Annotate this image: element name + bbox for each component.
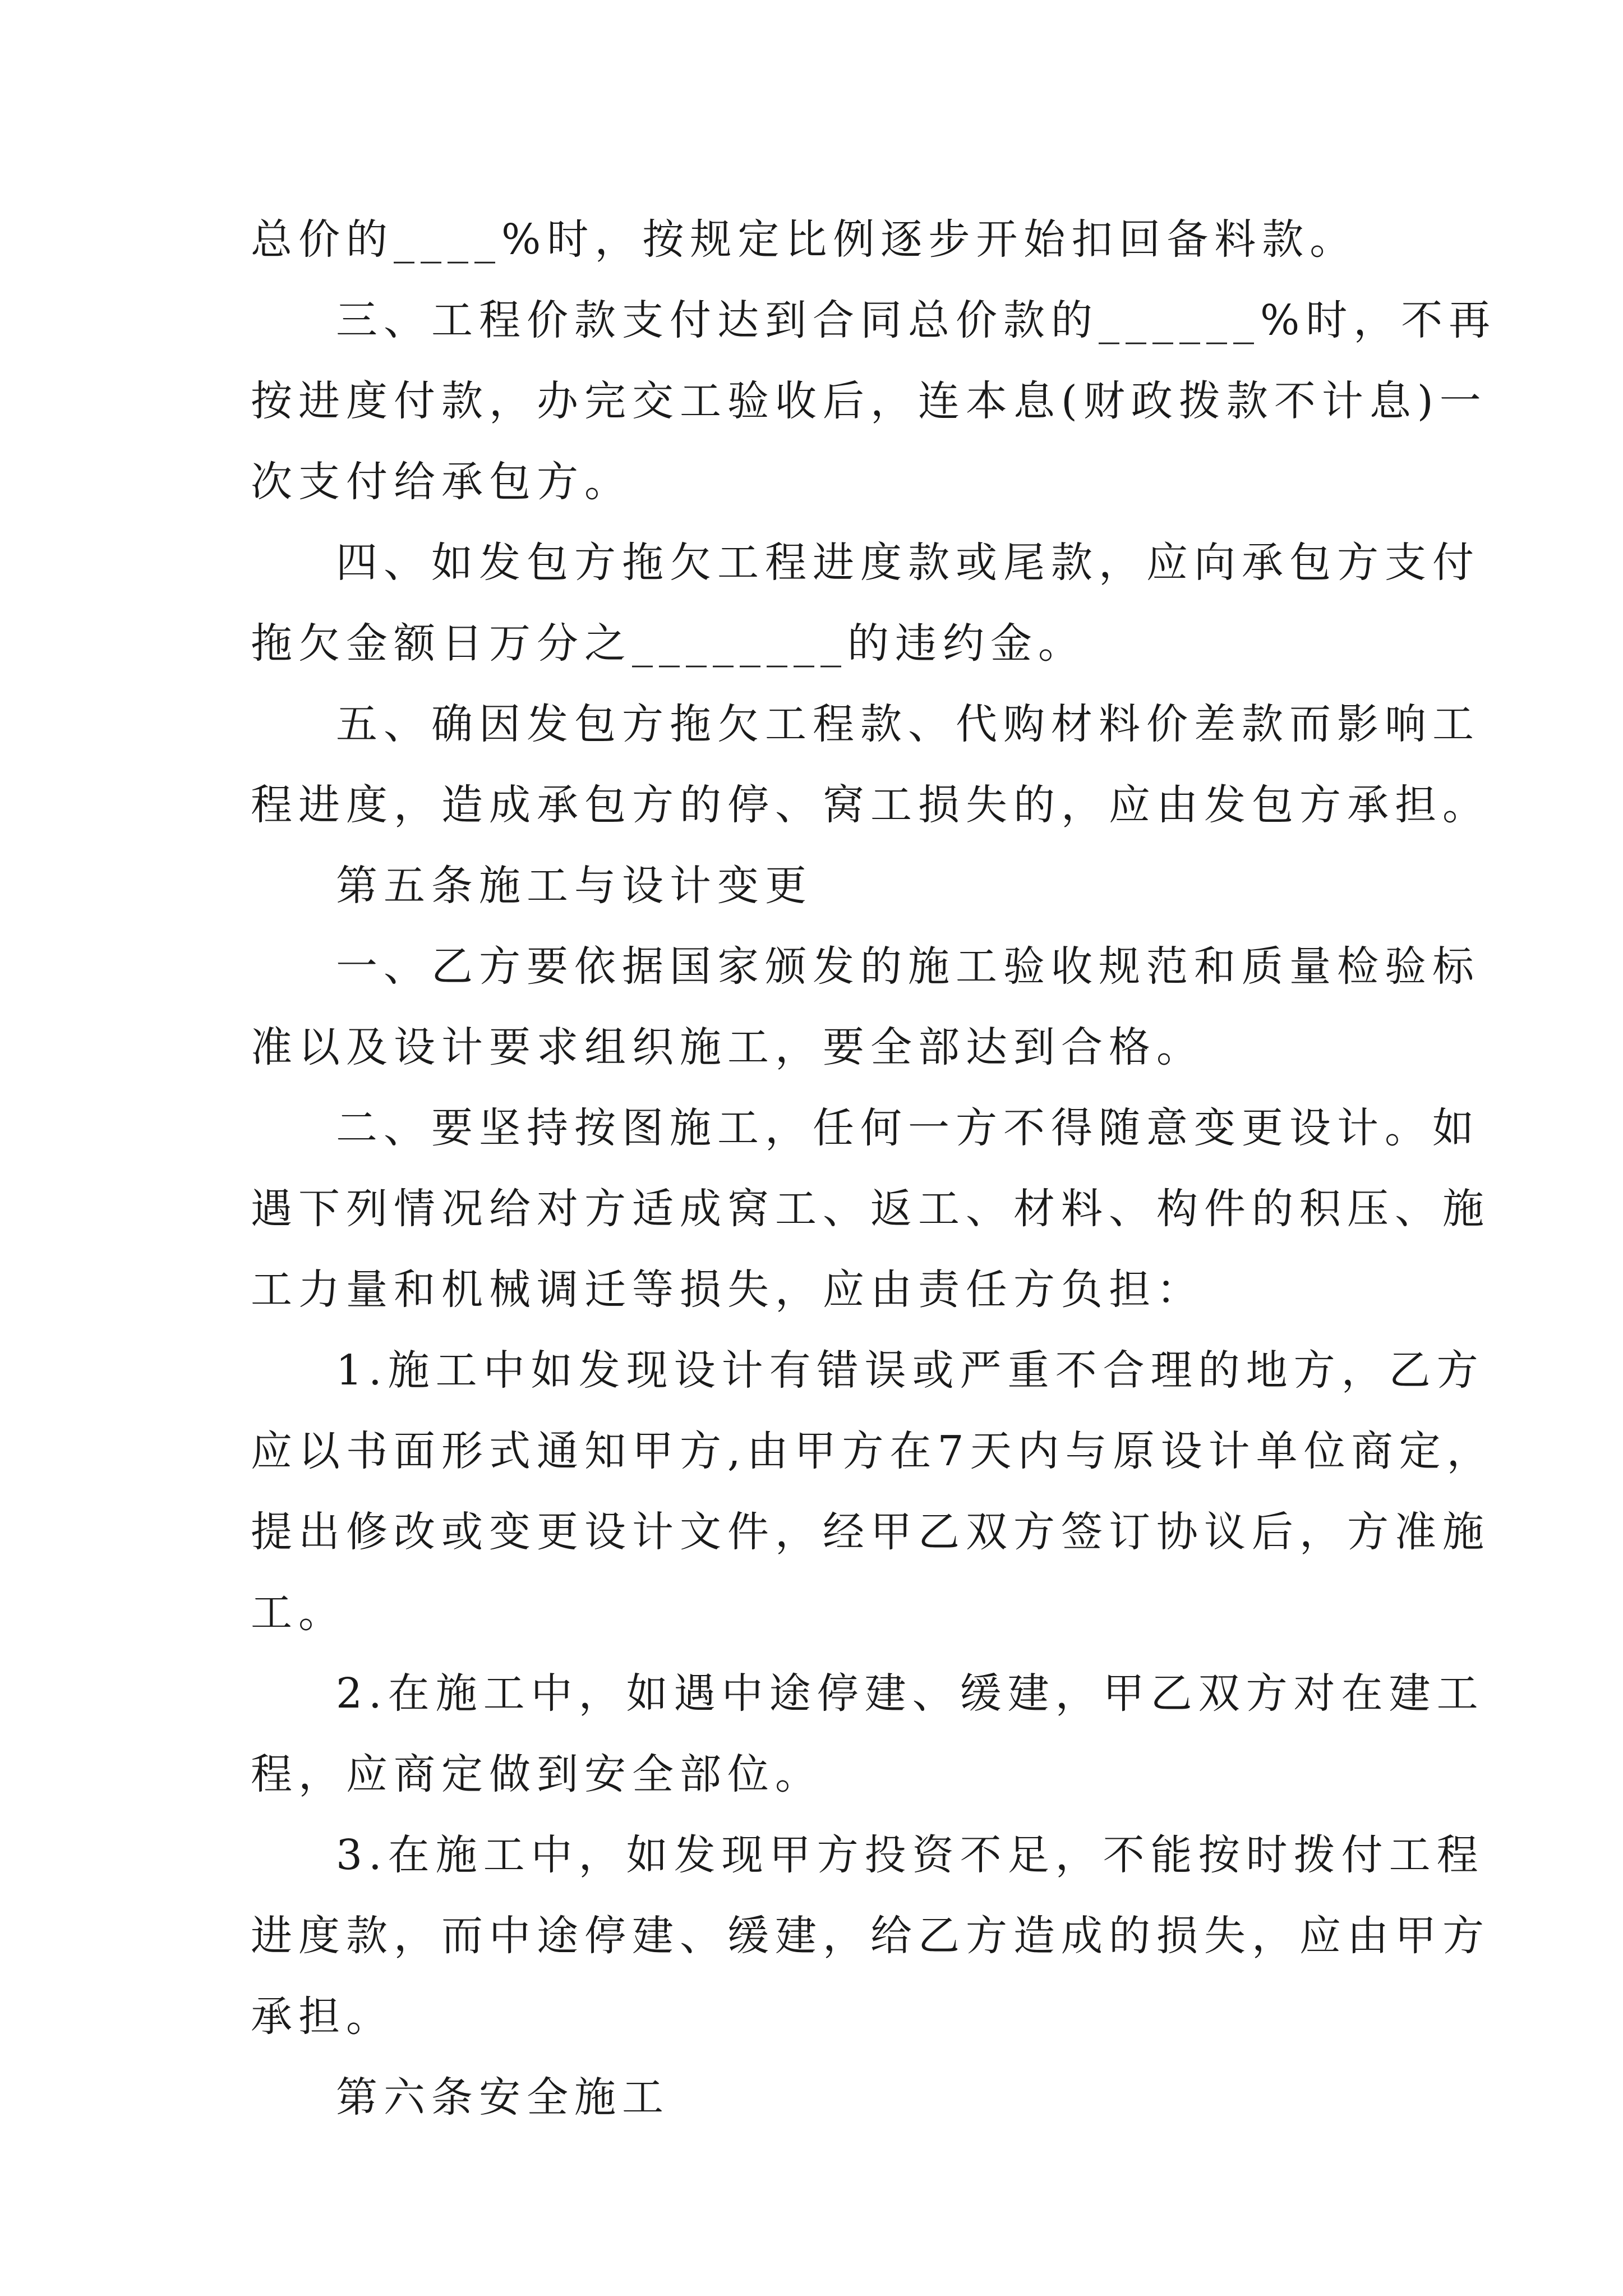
text-line: 承担。 [251,1993,394,2041]
section-heading: 第六条安全施工 [336,2073,670,2122]
text-line: 程进度，造成承包方的停、窝工损失的，应由发包方承担。 [251,781,1490,829]
document-body [251,199,1497,2138]
text-line: 进度款，而中途停建、缓建，给乙方造成的损失，应由甲方 [251,1912,1490,1960]
text-line: 二、要坚持按图施工，任何一方不得随意变更设计。如 [336,1104,1480,1152]
text-line: 遇下列情况给对方适成窝工、返工、材料、构件的积压、施 [251,1185,1490,1233]
text-line: 三、工程价款支付达到合同总价款的______%时，不再 [336,296,1497,344]
text-line: 准以及设计要求组织施工，要全部达到合格。 [251,1023,1204,1071]
section-heading: 第五条施工与设计变更 [336,862,813,910]
text-line: 四、如发包方拖欠工程进度款或尾款，应向承包方支付 [336,539,1480,587]
text-line: 工力量和机械调迁等损失，应由责任方负担： [251,1266,1204,1314]
text-line: 拖欠金额日万分之________的违约金。 [251,619,1086,668]
text-line: 次支付给承包方。 [251,458,632,506]
text-line: 2.在施工中，如遇中途停建、缓建，甲乙双方对在建工 [336,1669,1484,1718]
text-line: 一、乙方要依据国家颁发的施工验收规范和质量检验标 [336,942,1480,991]
text-line: 按进度付款，办完交工验收后，连本息(财政拨款不计息)一 [251,377,1487,425]
text-line: 总价的____%时，按规定比例逐步开始扣回备料款。 [251,215,1358,264]
text-line: 提出修改或变更设计文件，经甲乙双方签订协议后，方准施 [251,1508,1490,1556]
text-line: 3.在施工中，如发现甲方投资不足，不能按时拨付工程 [336,1831,1484,1879]
text-line: 程，应商定做到安全部位。 [251,1750,823,1798]
text-line: 1.施工中如发现设计有错误或严重不合理的地方，乙方 [336,1346,1484,1395]
text-line: 工。 [251,1589,346,1637]
text-line: 应以书面形式通知甲方,由甲方在7天内与原设计单位商定， [251,1427,1495,1475]
text-line: 五、确因发包方拖欠工程款、代购材料价差款而影响工 [336,700,1480,748]
